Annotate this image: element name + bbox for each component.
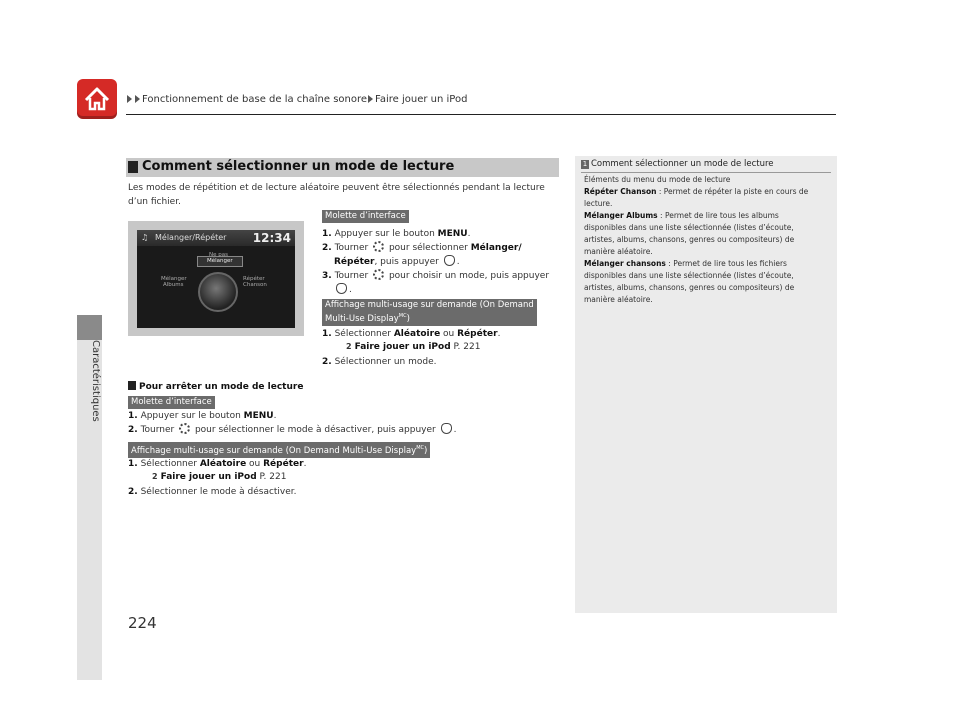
breadcrumb-arrow-icon	[127, 95, 132, 103]
display-screenshot	[128, 221, 304, 336]
note-line: disponibles dans une liste sélectionnée (listes d’écoute,	[584, 271, 794, 280]
label-interface-dial: Molette d’interface	[322, 210, 409, 223]
rotate-knob-icon	[373, 241, 384, 252]
display-title: Mélanger/Répéter	[155, 233, 227, 242]
push-knob-icon	[444, 255, 455, 266]
subsection-heading: Pour arrêter un mode de lecture	[128, 380, 303, 394]
note-line: manière aléatoire.	[584, 247, 653, 256]
sidebar-chapter-text: Caractéristiques	[90, 340, 101, 422]
step-3-choose-mode: 3. Tourner pour choisir un mode, puis appuyer	[322, 271, 550, 281]
label-interface-dial-2: Molette d’interface	[128, 396, 215, 409]
breadcrumb-item-audio[interactable]: Fonctionnement de base de la chaîne sonore	[142, 94, 368, 105]
reference-arrow-icon: 2	[346, 342, 352, 351]
header-divider	[126, 114, 836, 115]
display-dial-icon	[198, 272, 238, 312]
stop-step-1-select: 1. Sélectionner Aléatoire ou Répéter.	[128, 459, 307, 469]
note-line: lecture.	[584, 199, 613, 208]
step-1-select-random-repeat: 1. Sélectionner Aléatoire ou Répéter.	[322, 329, 501, 339]
cross-reference-ipod-2[interactable]: 2 Faire jouer un iPod P. 221	[152, 472, 287, 482]
sidebar-tab-marker	[77, 315, 102, 340]
note-line: artistes, albums, chansons, genres ou compositeurs) de	[584, 283, 795, 292]
note-line: manière aléatoire.	[584, 295, 653, 304]
section-heading-bar	[126, 158, 559, 177]
subsection-square-icon	[128, 381, 136, 390]
cross-reference-ipod[interactable]: 2 Faire jouer un iPod P. 221	[346, 342, 481, 352]
breadcrumb-arrow-icon	[135, 95, 140, 103]
label-on-demand-display-2: Affichage multi-usage sur demande (On Demand Multi-Use Display$^{MC}$)	[128, 442, 430, 458]
display-title-bar	[137, 230, 295, 246]
option-no-shuffle-top: Ne pas	[209, 252, 228, 258]
note-line: disponibles dans une liste sélectionnée (listes d’écoute,	[584, 223, 794, 232]
page-number: 224	[128, 614, 157, 632]
note-divider	[581, 172, 831, 173]
step-1-press-menu: 1. Appuyer sur le bouton MENU.	[322, 229, 471, 239]
home-button[interactable]	[77, 79, 117, 119]
note-title: 1 Comment sélectionner un mode de lecture	[582, 159, 774, 169]
intro-line-2: d’un fichier.	[128, 197, 181, 207]
push-knob-icon	[441, 423, 452, 434]
stop-step-2-select-mode: 2. Sélectionner le mode à désactiver.	[128, 487, 297, 497]
step-2-continued: Répéter, puis appuyer .	[334, 257, 460, 267]
push-knob-icon	[336, 283, 347, 294]
option-shuffle-albums-top: Mélanger	[161, 276, 187, 282]
breadcrumb-item-ipod[interactable]: Faire jouer un iPod	[375, 94, 468, 105]
breadcrumb	[126, 94, 467, 105]
rotate-knob-icon	[373, 269, 384, 280]
sidebar-chapter-label	[87, 340, 105, 430]
display-panel	[137, 230, 295, 328]
note-line: artistes, albums, chansons, genres ou compositeurs) de	[584, 235, 795, 244]
note-line: Répéter Chanson : Permet de répéter la piste en cours de	[584, 187, 809, 196]
display-clock: 12:34	[252, 231, 291, 245]
section-square-icon	[128, 161, 138, 173]
step-2-select-mode: 2. Sélectionner un mode.	[322, 357, 437, 367]
section-title: Comment sélectionner un mode de lecture	[142, 159, 455, 174]
intro-line-1: Les modes de répétition et de lecture aléatoire peuvent être sélectionnés pendant la lecture	[128, 183, 545, 193]
option-repeat-song-bottom: Chanson	[243, 282, 267, 288]
option-no-shuffle-bottom: Mélanger	[207, 258, 233, 264]
step-2-rotate-select: 2. Tourner pour sélectionner Mélanger/	[322, 243, 522, 253]
option-repeat-song-top: Répéter	[243, 276, 265, 282]
step-3-continued: .	[334, 283, 352, 297]
note-line: Mélanger Albums : Permet de lire tous les albums	[584, 211, 779, 220]
reference-arrow-icon: 2	[152, 472, 158, 481]
breadcrumb-arrow-icon	[368, 95, 373, 103]
side-note-panel	[575, 156, 837, 613]
note-line: Éléments du menu du mode de lecture	[584, 175, 731, 184]
music-note-icon: ♫	[141, 233, 149, 242]
label-on-demand-display: Affichage multi-usage sur demande (On Demand Multi-Use Display$^{MC}$)	[322, 299, 537, 326]
rotate-knob-icon	[179, 423, 190, 434]
home-icon	[77, 79, 117, 119]
stop-step-2-rotate: 2. Tourner pour sélectionner le mode à désactiver, puis appuyer .	[128, 425, 457, 435]
note-line: Mélanger chansons : Permet de lire tous les fichiers	[584, 259, 787, 268]
option-shuffle-albums-bottom: Albums	[163, 282, 184, 288]
stop-step-1-press-menu: 1. Appuyer sur le bouton MENU.	[128, 411, 277, 421]
